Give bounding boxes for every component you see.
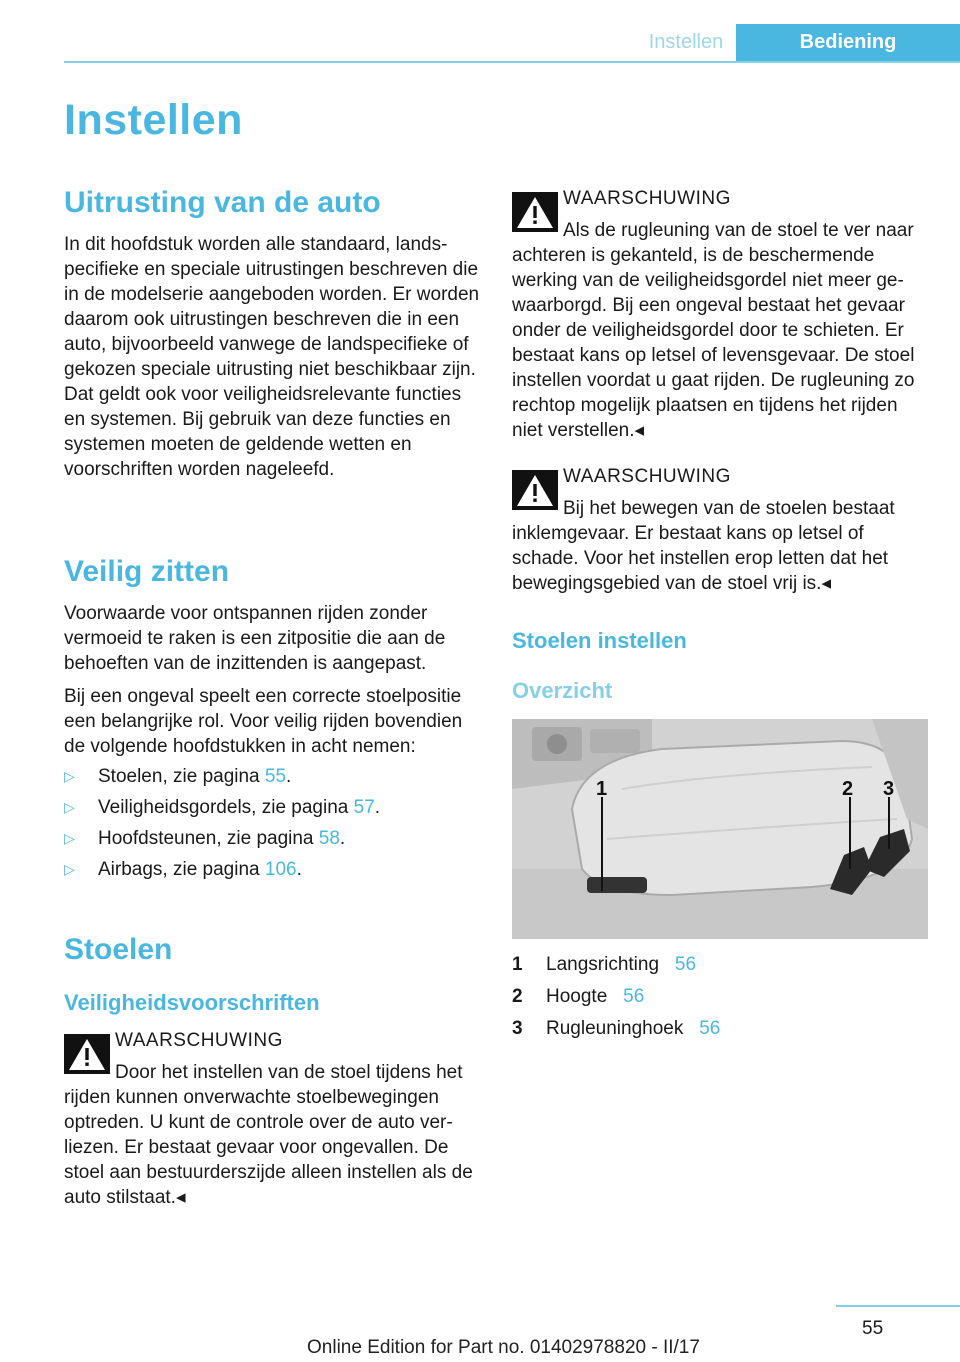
warning-title: WAARSCHUWING bbox=[563, 188, 731, 209]
warning-block bbox=[512, 464, 928, 596]
overview-heading: Overzicht bbox=[512, 678, 613, 703]
page-link[interactable]: 56 bbox=[623, 986, 645, 1007]
list-item: ▷ Airbags, zie pagina 106. bbox=[64, 859, 302, 880]
warning-text: Bij het bewegen van de stoelen bestaat inklemgevaar. Er bestaat kans op letsel of schade. Voor het instellen erop letten dat het bewegingsgebied van de stoel vrij is.◂ bbox=[512, 498, 895, 594]
safety-rules-heading: Veiligheidsvoorschriften bbox=[64, 990, 320, 1015]
equipment-body: In dit hoofdstuk worden alle standaard, landspecifieke en speciale uitrustingen beschreven die in de modelserie aangeboden worden. Er worden daarom ook uitrustingen beschreven die in een auto, bijvoorbeeld vanwege de landspecifieke of gekozen speciale uitrusting niet beschikbaar zijn. Dat geldt ook voor veiligheidsrelevante functies en systemen. Bij gebruik van deze functies en systemen moeten de geldende wetten en voorschriften worden nageleefd. bbox=[64, 234, 480, 480]
triangle-bullet-icon: ▷ bbox=[64, 799, 75, 815]
list-item: ▷ Veiligheidsgordels, zie pagina 57. bbox=[64, 797, 381, 818]
safe-sitting-para1: Voorwaarde voor ontspannen rijden zonder vermoeid te raken is een zitpositie die aan de behoeften van de inzittenden is aangepast. bbox=[64, 603, 446, 674]
triangle-bullet-icon: ▷ bbox=[64, 861, 75, 877]
footer-rule bbox=[836, 1305, 960, 1307]
chapter-list bbox=[64, 764, 482, 888]
page-link[interactable]: 56 bbox=[674, 954, 697, 975]
warning-block bbox=[64, 1028, 482, 1210]
warning-icon bbox=[64, 1034, 110, 1074]
legend-number: 1 bbox=[512, 954, 523, 975]
legend-label: Rugleuninghoek 56 bbox=[546, 1018, 721, 1039]
warning-icon bbox=[512, 470, 558, 510]
footer-edition: Online Edition for Part no. 01402978820 - II/17 bbox=[307, 1337, 700, 1358]
legend-label: Hoogte 56 bbox=[546, 986, 645, 1007]
legend-number: 2 bbox=[512, 986, 523, 1007]
warning-icon bbox=[512, 192, 558, 232]
callout-label: 3 bbox=[883, 778, 895, 800]
warning-block bbox=[512, 186, 928, 443]
header-tab-section: Instellen bbox=[648, 31, 724, 53]
legend-number: 3 bbox=[512, 1018, 523, 1039]
seat-illustration bbox=[512, 719, 928, 939]
legend-label: Langsrichting 56 bbox=[546, 954, 697, 975]
list-item: ▷ Hoofdsteunen, zie pagina 58. bbox=[64, 828, 346, 849]
safe-sitting-heading: Veilig zitten bbox=[64, 555, 230, 588]
equipment-heading: Uitrusting van de auto bbox=[64, 186, 381, 219]
warning-title: WAARSCHUWING bbox=[563, 466, 731, 487]
callout-label: 2 bbox=[842, 778, 854, 800]
callout-label: 1 bbox=[596, 778, 608, 800]
page-title: Instellen bbox=[64, 96, 243, 144]
triangle-bullet-icon: ▷ bbox=[64, 768, 75, 784]
page-link[interactable]: 106 bbox=[264, 859, 297, 880]
seat-drawing bbox=[512, 719, 928, 939]
page-number: 55 bbox=[862, 1318, 884, 1339]
triangle-bullet-icon: ▷ bbox=[64, 830, 75, 846]
header-tab-chapter: Bediening bbox=[736, 24, 960, 61]
page-link[interactable]: 55 bbox=[264, 766, 287, 787]
warning-title: WAARSCHUWING bbox=[115, 1030, 283, 1051]
seats-heading: Stoelen bbox=[64, 933, 173, 966]
header-rule bbox=[64, 61, 960, 63]
list-item: ▷ Stoelen, zie pagina 55. bbox=[64, 766, 292, 787]
page-link[interactable]: 57 bbox=[353, 797, 375, 818]
safe-sitting-para2: Bij een ongeval speelt een correcte stoelpositie een belangrijke rol. Voor veilig rijden bovendien de volgende hoofdstukken in acht nemen: bbox=[64, 686, 463, 757]
warning-text: Door het instellen van de stoel tijdens het rijden kunnen onverwachte stoelbewegingen optreden. U kunt de controle over de auto verliezen. Er bestaat gevaar voor ongevallen. De stoel aan bestuurderszijde alleen instellen als de auto stilstaat.◂ bbox=[64, 1062, 473, 1208]
adjust-seats-heading: Stoelen instellen bbox=[512, 628, 687, 653]
page-link[interactable]: 56 bbox=[699, 1018, 721, 1039]
warning-text: Als de rugleuning van de stoel te ver naar achteren is gekanteld, is de beschermende werking van de veiligheidsgordel niet meer gewaarborgd. Bij een ongeval bestaat het gevaar onder de veiligheidsgordel door te schieten. Er bestaat kans op letsel of levensgevaar. De stoel instellen voordat u gaat rijden. De rugleuning zo rechtop mogelijk plaatsen en tijdens het rijden niet verstellen.◂ bbox=[512, 220, 915, 441]
page-link[interactable]: 58 bbox=[318, 828, 340, 849]
